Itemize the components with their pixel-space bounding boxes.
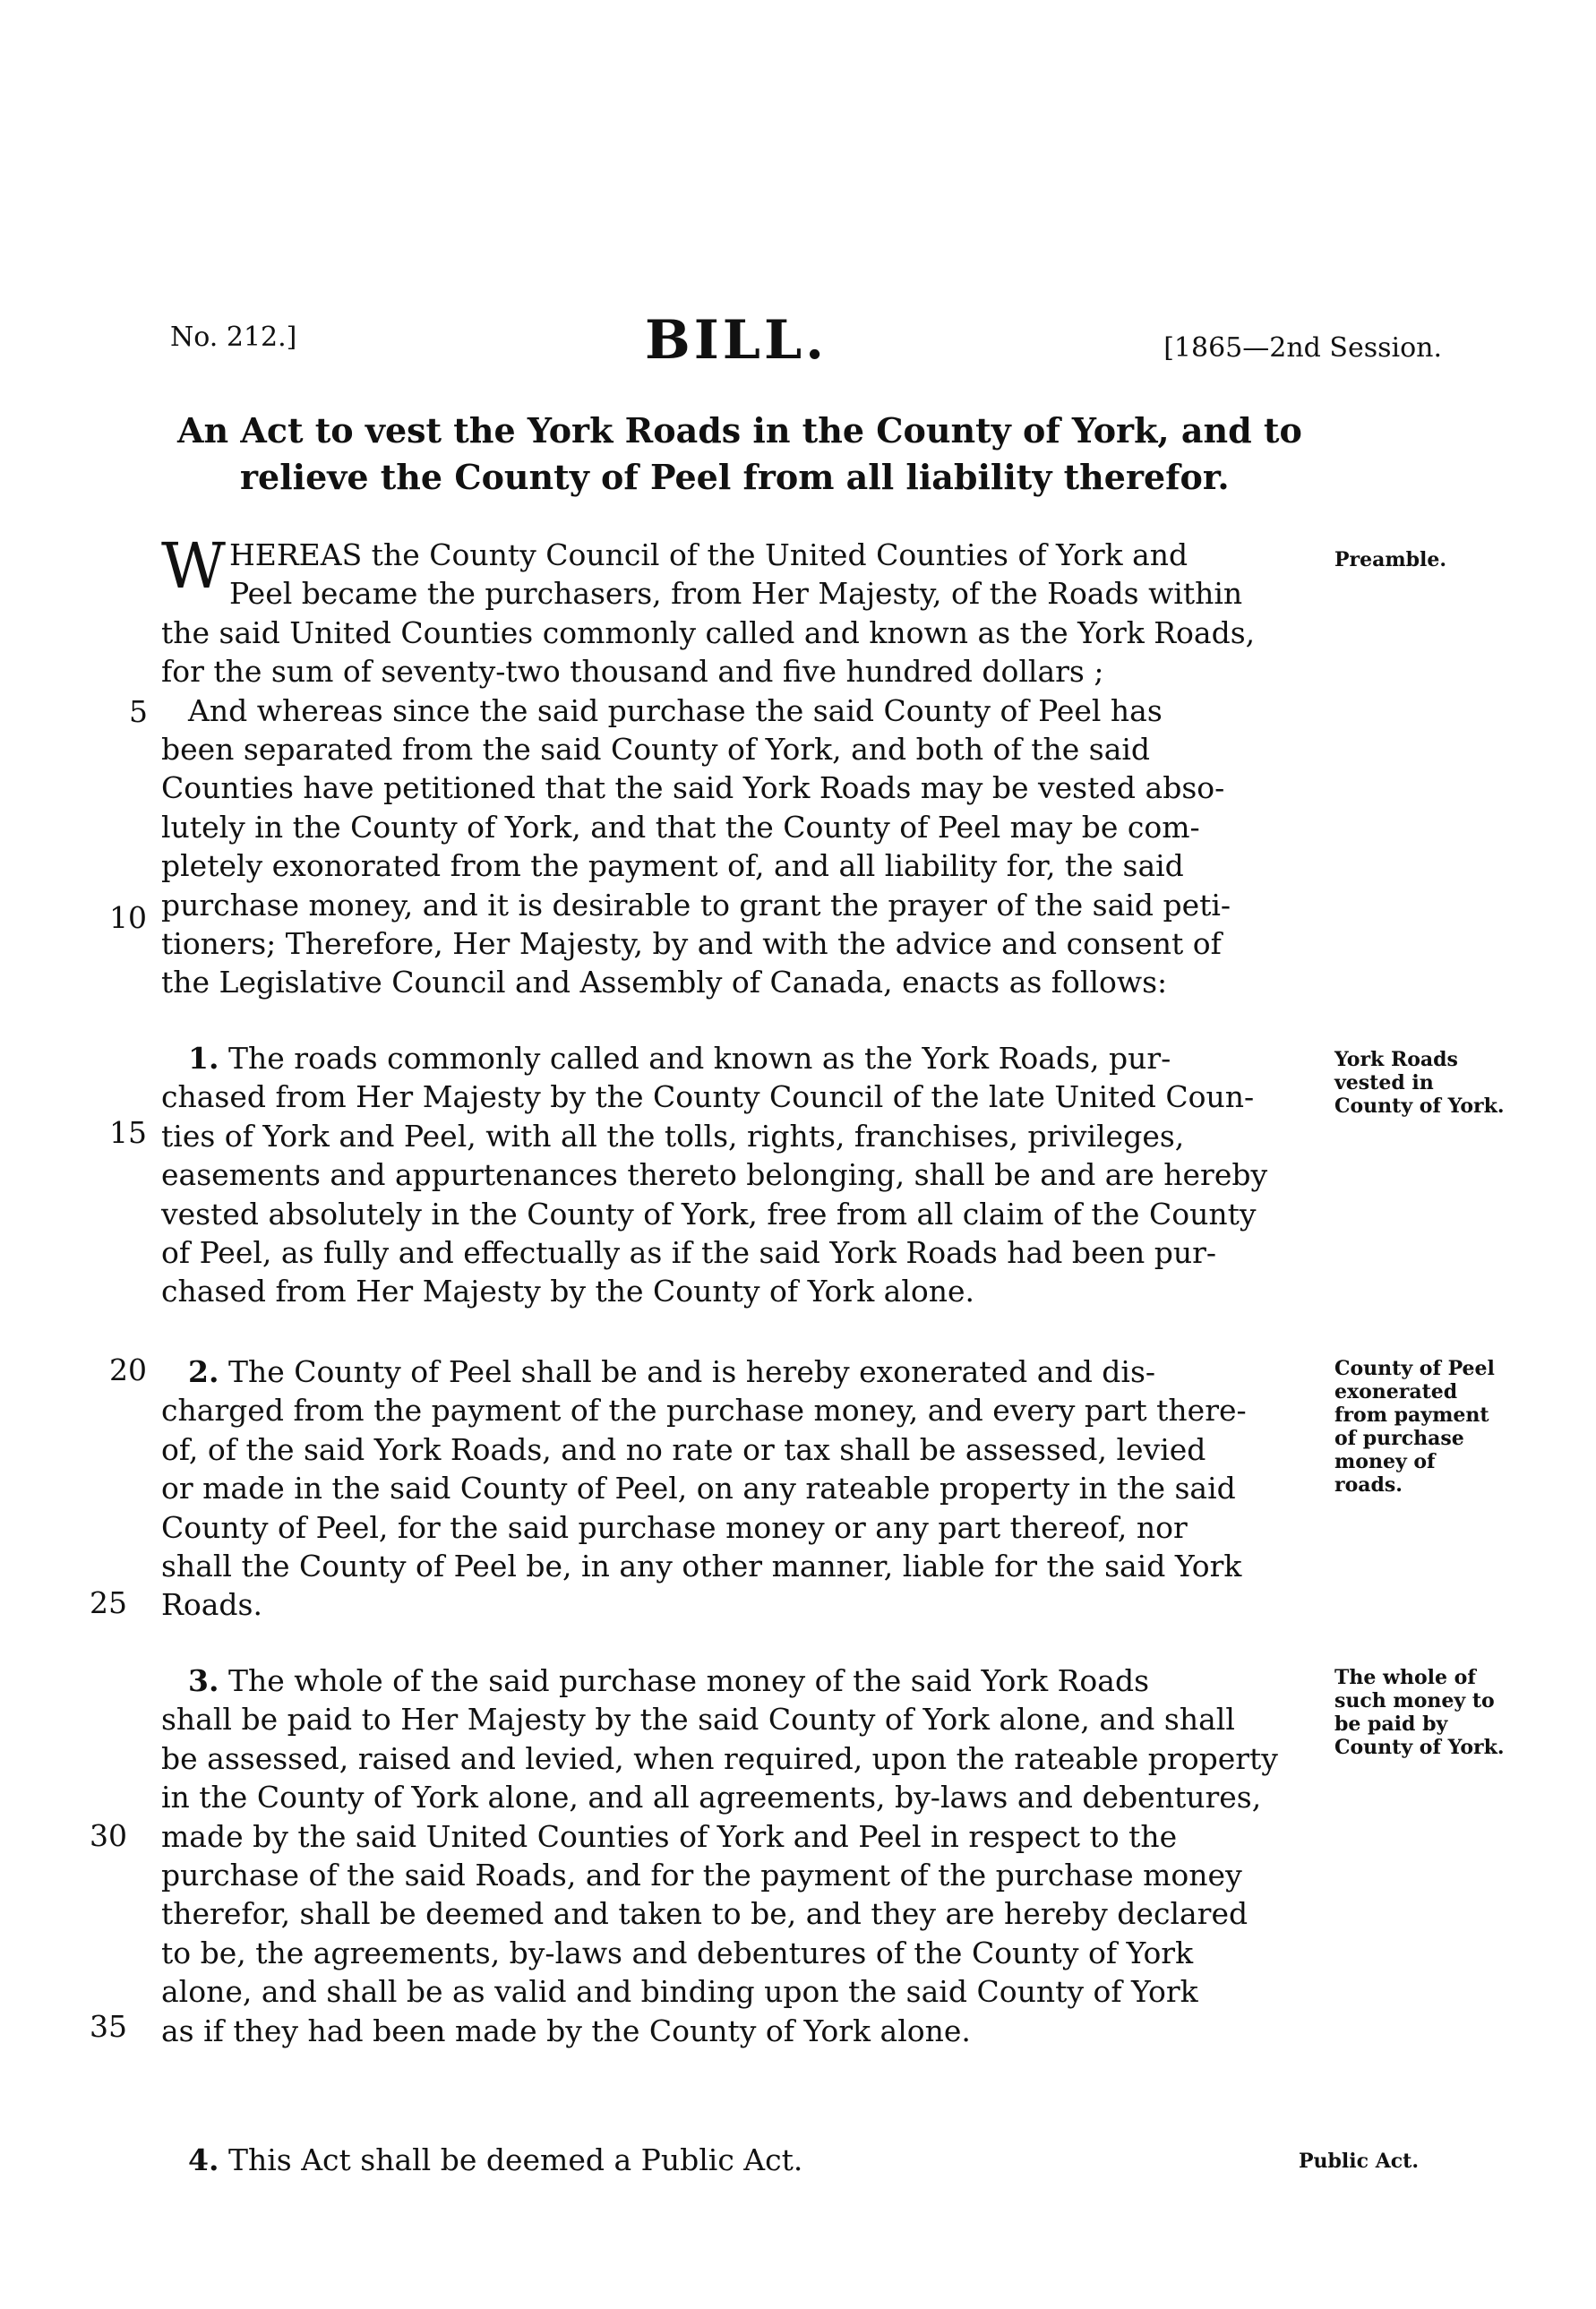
text-line: purchase of the said Roads, and for the payment of the purchase money xyxy=(161,1858,1242,1893)
text-line: therefor, shall be deemed and taken to be, and they are hereby declared xyxy=(161,1896,1248,1932)
line-number: 10 xyxy=(109,900,147,935)
text-line: been separated from the said County of York, and both of the said xyxy=(161,732,1151,768)
text-line: chased from Her Majesty by the County of York alone. xyxy=(161,1274,975,1309)
text-line: HEREAS the County Council of the United Counties of York and xyxy=(228,537,1188,572)
section-number: 3. xyxy=(188,1663,219,1698)
preamble xyxy=(161,529,1326,1002)
text-line: to be, the agreements, by-laws and debentures of the County of York xyxy=(161,1935,1194,1970)
text-line: be assessed, raised and levied, when required, upon the rateable property xyxy=(161,1740,1278,1776)
section-text xyxy=(161,1039,1326,1311)
text-line: of, of the said York Roads, and no rate or tax shall be assessed, levied xyxy=(161,1431,1206,1467)
section-text xyxy=(161,2141,1326,2179)
text-line: County of Peel, for the said purchase money or any part thereof, nor xyxy=(161,1509,1188,1545)
text-line: the said United Counties commonly called and known as the York Roads, xyxy=(161,614,1256,650)
section-1 xyxy=(161,1039,1326,1311)
text-line: easements and appurtenances thereto belonging, shall be and are hereby xyxy=(161,1157,1268,1193)
section-text xyxy=(161,1352,1326,1625)
text-line: This Act shall be deemed a Public Act. xyxy=(227,2142,803,2177)
text-line: tioners; Therefore, Her Majesty, by and with the advice and consent of xyxy=(161,926,1222,962)
text-line: Counties have petitioned that the said York Roads may be vested abso- xyxy=(161,770,1225,806)
preamble-text xyxy=(161,529,1326,1002)
text-line: purchase money, and it is desirable to grant the prayer of the said peti- xyxy=(161,887,1231,923)
text-line: alone, and shall be as valid and binding upon the said County of York xyxy=(161,1974,1198,2010)
margin-note-section-3: The whole of such money to be paid by County of York. xyxy=(1334,1666,1505,1759)
line-number: 25 xyxy=(90,1585,127,1620)
margin-note-section-4: Public Act. xyxy=(1299,2150,1419,2173)
text-line: The County of Peel shall be and is hereby exonerated and dis- xyxy=(227,1354,1156,1389)
drop-cap: W xyxy=(161,529,226,603)
text-line: pletely exonorated from the payment of, and all liability for, the said xyxy=(161,848,1184,884)
text-line: of Peel, as fully and effectually as if the said York Roads had been pur- xyxy=(161,1235,1217,1271)
line-number: 15 xyxy=(109,1115,147,1150)
bill-number: No. 212.] xyxy=(170,322,297,353)
text-line: as if they had been made by the County of York alone. xyxy=(161,2013,971,2048)
act-title-line: An Act to vest the York Roads in the County of York, and to xyxy=(177,410,1302,451)
bill-heading: BILL. xyxy=(645,309,828,372)
text-line: chased from Her Majesty by the County Council of the late United Coun- xyxy=(161,1079,1255,1115)
text-line: Peel became the purchasers, from Her Majesty, of the Roads within xyxy=(228,576,1243,612)
line-number: 20 xyxy=(109,1352,147,1387)
text-line: charged from the payment of the purchase money, and every part there- xyxy=(161,1393,1247,1429)
line-number: 5 xyxy=(129,694,148,729)
text-line: ties of York and Peel, with all the tolls, rights, franchises, privileges, xyxy=(161,1118,1185,1154)
text-line: vested absolutely in the County of York, free from all claim of the County xyxy=(161,1196,1257,1232)
session-label: [1865—2nd Session. xyxy=(1163,332,1442,364)
text-line: made by the said United Counties of York and Peel in respect to the xyxy=(161,1818,1178,1854)
section-3 xyxy=(161,1661,1326,2050)
line-number: 35 xyxy=(90,2009,127,2044)
act-title xyxy=(177,408,1342,501)
page-header xyxy=(170,309,1442,372)
section-number: 1. xyxy=(188,1041,219,1076)
text-line: Roads. xyxy=(161,1587,262,1623)
text-line: shall be paid to Her Majesty by the said County of York alone, and shall xyxy=(161,1702,1235,1738)
section-number: 4. xyxy=(188,2142,219,2177)
section-2 xyxy=(161,1352,1326,1625)
text-line: The roads commonly called and known as the York Roads, pur- xyxy=(227,1041,1171,1076)
section-4 xyxy=(161,2141,1326,2179)
line-number: 30 xyxy=(90,1818,127,1853)
margin-note-preamble: Preamble. xyxy=(1334,548,1447,571)
text-line: in the County of York alone, and all agreements, by-laws and debentures, xyxy=(161,1780,1262,1815)
section-text xyxy=(161,1661,1326,2050)
section-number: 2. xyxy=(188,1354,219,1389)
margin-note-section-2: County of Peel exonerated from payment of purchase money of roads. xyxy=(1334,1357,1495,1497)
text-line: The whole of the said purchase money of the said York Roads xyxy=(227,1663,1150,1698)
act-title-line: relieve the County of Peel from all liability therefor. xyxy=(240,457,1230,497)
text-line: for the sum of seventy-two thousand and five hundred dollars ; xyxy=(161,654,1104,690)
text-line: shall the County of Peel be, in any other manner, liable for the said York xyxy=(161,1549,1242,1584)
text-line: And whereas since the said purchase the said County of Peel has xyxy=(188,692,1163,728)
text-line: lutely in the County of York, and that the County of Peel may be com- xyxy=(161,809,1200,845)
margin-note-section-1: York Roads vested in County of York. xyxy=(1334,1048,1505,1118)
text-line: or made in the said County of Peel, on any rateable property in the said xyxy=(161,1471,1236,1506)
text-line: the Legislative Council and Assembly of Canada, enacts as follows: xyxy=(161,965,1168,1000)
